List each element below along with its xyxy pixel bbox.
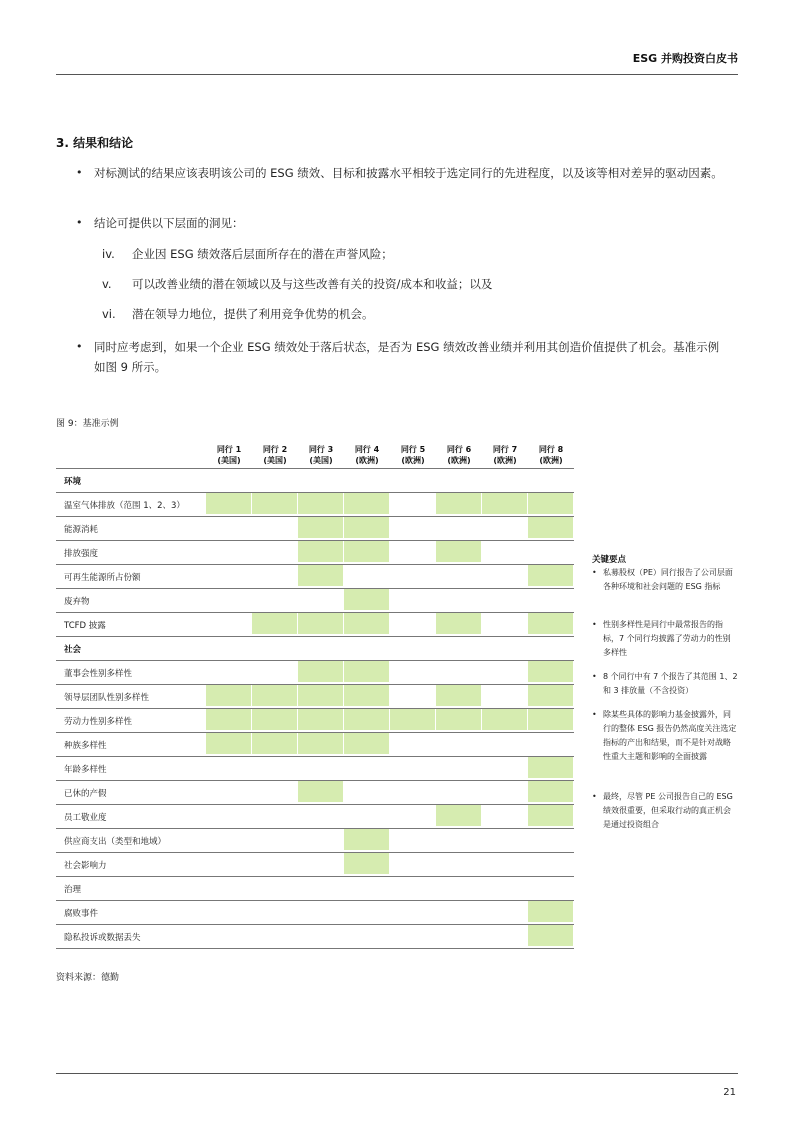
sub-list-text: 潜在领导力地位，提供了利用竞争优势的机会。 (132, 307, 374, 321)
table-cell-reported (344, 853, 389, 874)
table-cell-reported (298, 781, 343, 802)
table-cell-reported (344, 541, 389, 562)
column-header-name: 同行 6 (446, 445, 472, 454)
table-cell-reported (482, 709, 527, 730)
table-rule (56, 876, 574, 877)
column-header (298, 444, 344, 466)
table-cell-reported (528, 901, 573, 922)
table-rule (56, 924, 574, 925)
key-point-text: 除某些具体的影响力基金披露外，同行的整体 ESG 报告仍然高度关注选定指标的产出和结果，而不是针对战略性重大主题和影响的全面披露 (603, 710, 737, 761)
column-header-region: (美国) (263, 456, 287, 465)
table-section-label: 治理 (64, 885, 82, 895)
table-cell-reported (298, 517, 343, 538)
table-rule (56, 636, 574, 637)
table-cell-reported (298, 541, 343, 562)
key-point-text: 私募股权（PE）同行报告了公司层面各种环境和社会问题的 ESG 指标 (603, 568, 733, 591)
table-row-label: 已休的产假 (64, 789, 107, 799)
table-cell-reported (436, 493, 481, 514)
table-cell-reported (528, 709, 573, 730)
table-row-label: 劳动力性别多样性 (64, 717, 133, 727)
bullet-dot: • (592, 792, 597, 801)
table-row-label: 排放强度 (64, 549, 99, 559)
table-row-label: 供应商支出（类型和地域） (64, 837, 167, 847)
table-row-label: 腐败事件 (64, 909, 99, 919)
table-cell-reported (344, 613, 389, 634)
column-header-region: (欧洲) (539, 456, 563, 465)
sub-list-number: v. (102, 277, 112, 291)
bullet-text: 结论可提供以下层面的洞见： (94, 216, 244, 230)
column-header-name: 同行 4 (354, 445, 380, 454)
column-header-region: (美国) (217, 456, 241, 465)
bullet-item (76, 163, 728, 183)
bullet-item (76, 337, 728, 377)
bullet-dot: • (592, 710, 597, 719)
figure-title: 图 9：基准示例 (56, 419, 119, 429)
column-header-region: (欧洲) (447, 456, 471, 465)
table-cell-reported (252, 685, 297, 706)
table-row-label: 董事会性别多样性 (64, 669, 133, 679)
key-points-title: 关键要点 (592, 555, 627, 565)
table-cell-reported (206, 493, 251, 514)
column-header-name: 同行 8 (538, 445, 564, 454)
key-point-item (592, 790, 738, 832)
sub-list-item (102, 246, 393, 262)
table-cell-reported (436, 805, 481, 826)
bullet-dot: • (76, 216, 83, 229)
column-header-region: (欧洲) (493, 456, 517, 465)
sub-list-item (102, 276, 492, 292)
bullet-item (76, 213, 728, 233)
column-header (482, 444, 528, 466)
key-point-text: 最终，尽管 PE 公司报告自己的 ESG 绩效很重要，但采取行动的真正机会是通过投资组合 (603, 792, 733, 829)
table-row-label: 废弃物 (64, 597, 90, 607)
key-point-text: 性别多样性是同行中最常报告的指标，7 个同行均披露了劳动力的性别多样性 (603, 620, 731, 657)
column-header-name: 同行 2 (262, 445, 288, 454)
table-cell-reported (206, 709, 251, 730)
table-rule (56, 852, 574, 853)
table-cell-reported (252, 493, 297, 514)
sub-list-text: 企业因 ESG 绩效落后层面所存在的潜在声誉风险； (132, 247, 393, 261)
table-cell-reported (206, 733, 251, 754)
column-header-region: (欧洲) (355, 456, 379, 465)
bullet-dot: • (592, 620, 597, 629)
table-cell-reported (252, 733, 297, 754)
key-point-text: 8 个同行中有 7 个报告了其范围 1、2 和 3 排放量（不含投资） (603, 672, 738, 695)
column-header (436, 444, 482, 466)
table-cell-reported (436, 541, 481, 562)
bullet-dot: • (592, 568, 597, 577)
table-cell-reported (344, 661, 389, 682)
table-cell-reported (528, 805, 573, 826)
table-cell-reported (298, 709, 343, 730)
table-cell-reported (344, 733, 389, 754)
table-cell-reported (298, 493, 343, 514)
sub-list-number: iv. (102, 247, 115, 261)
table-row-label: 能源消耗 (64, 525, 99, 535)
bullet-dot: • (592, 672, 597, 681)
column-header (252, 444, 298, 466)
table-cell-reported (528, 781, 573, 802)
column-header-name: 同行 1 (216, 445, 242, 454)
table-cell-reported (344, 685, 389, 706)
bullet-dot: • (76, 166, 83, 179)
table-row-label: 员工敬业度 (64, 813, 107, 823)
table-row-label: 隐私投诉或数据丢失 (64, 933, 141, 943)
table-rule (56, 828, 574, 829)
table-rule (56, 468, 574, 469)
table-row-label: TCFD 披露 (64, 621, 106, 631)
table-cell-reported (344, 517, 389, 538)
table-cell-reported (344, 493, 389, 514)
column-header-name: 同行 7 (492, 445, 518, 454)
table-cell-reported (436, 613, 481, 634)
table-cell-reported (528, 517, 573, 538)
document-header-title: ESG 并购投资白皮书 (632, 52, 738, 65)
table-cell-reported (390, 709, 435, 730)
table-cell-reported (344, 709, 389, 730)
table-row-label: 领导层团队性别多样性 (64, 693, 150, 703)
key-point-item (592, 708, 738, 764)
table-rule (56, 948, 574, 949)
column-header-region: (欧洲) (401, 456, 425, 465)
table-cell-reported (528, 565, 573, 586)
page-number: 21 (723, 1087, 736, 1098)
table-row-label: 社会影响力 (64, 861, 107, 871)
table-cell-reported (298, 685, 343, 706)
table-cell-reported (528, 613, 573, 634)
sub-list-number: vi. (102, 307, 116, 321)
column-header-name: 同行 3 (308, 445, 334, 454)
table-rule (56, 900, 574, 901)
section-title: 3. 结果和结论 (56, 136, 134, 150)
key-point-item (592, 566, 738, 594)
table-cell-reported (298, 613, 343, 634)
column-header (344, 444, 390, 466)
table-cell-reported (528, 757, 573, 778)
table-row-label: 可再生能源所占份额 (64, 573, 141, 583)
table-cell-reported (436, 709, 481, 730)
table-section-label: 环境 (64, 477, 82, 487)
table-cell-reported (482, 493, 527, 514)
table-cell-reported (528, 661, 573, 682)
table-cell-reported (436, 685, 481, 706)
key-point-item (592, 618, 738, 660)
sub-list-item (102, 306, 374, 322)
column-header-region: (美国) (309, 456, 333, 465)
bullet-dot: • (76, 340, 83, 353)
table-section-label: 社会 (64, 645, 82, 655)
table-cell-reported (528, 493, 573, 514)
table-rule (56, 588, 574, 589)
footer-rule (56, 1073, 738, 1074)
table-cell-reported (528, 925, 573, 946)
sub-list-text: 可以改善业绩的潜在领域以及与这些改善有关的投资/成本和收益；以及 (132, 277, 493, 291)
key-point-item (592, 670, 738, 698)
table-rule (56, 756, 574, 757)
table-rule (56, 804, 574, 805)
header-rule (56, 74, 738, 75)
column-header (206, 444, 252, 466)
table-cell-reported (298, 661, 343, 682)
table-cell-reported (252, 709, 297, 730)
bullet-text: 对标测试的结果应该表明该公司的 ESG 绩效、目标和披露水平相较于选定同行的先进程度，以及该等相对差异的驱动因素。 (94, 166, 723, 180)
table-cell-reported (252, 613, 297, 634)
column-header-name: 同行 5 (400, 445, 426, 454)
table-cell-reported (298, 565, 343, 586)
table-row-label: 年龄多样性 (64, 765, 107, 775)
table-cell-reported (298, 733, 343, 754)
table-row-label: 温室气体排放（范围 1、2、3） (64, 501, 185, 511)
table-cell-reported (528, 685, 573, 706)
table-cell-reported (344, 589, 389, 610)
table-cell-reported (206, 685, 251, 706)
table-row-label: 种族多样性 (64, 741, 107, 751)
bullet-text: 同时应考虑到，如果一个企业 ESG 绩效处于落后状态，是否为 ESG 绩效改善业绩并利用其创造价值提供了机会。基准示例如图 9 所示。 (94, 340, 720, 374)
column-header (528, 444, 574, 466)
table-cell-reported (344, 829, 389, 850)
column-header (390, 444, 436, 466)
figure-source: 资料来源：德勤 (56, 973, 120, 983)
